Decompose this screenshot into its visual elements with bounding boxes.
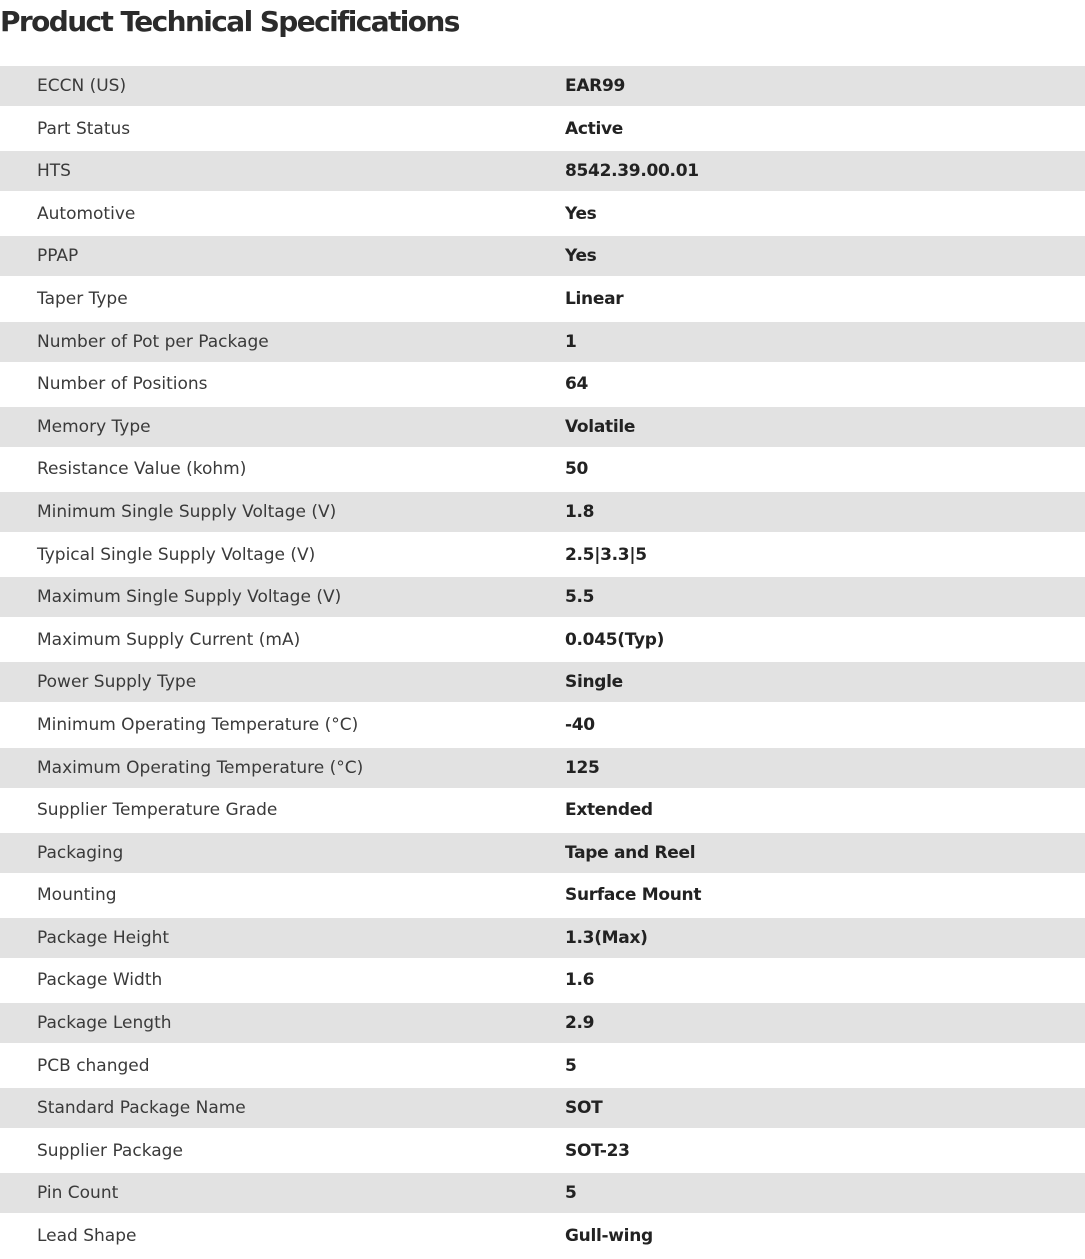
spec-label: Taper Type [37,288,128,309]
spec-label: Automotive [37,203,136,224]
spec-label: PCB changed [37,1055,150,1076]
spec-value: 5 [565,1055,577,1076]
spec-label: Maximum Supply Current (mA) [37,629,301,650]
spec-value: 50 [565,459,589,480]
spec-value: 1.6 [565,970,595,991]
spec-value: Surface Mount [565,885,702,906]
table-row [0,322,1085,365]
spec-label: Standard Package Name [37,1098,246,1119]
table-row [0,577,1085,620]
table-row [0,194,1085,237]
table-row [0,1088,1085,1131]
spec-label: Pin Count [37,1183,119,1204]
row-background [0,1173,1085,1213]
spec-value: 5 [565,1183,577,1204]
spec-value: 1.3(Max) [565,927,648,948]
table-row [0,279,1085,322]
spec-label: Supplier Package [37,1140,183,1161]
page-title: Product Technical Specifications [0,5,459,38]
table-row [0,236,1085,279]
table-row [0,833,1085,876]
table-row [0,960,1085,1003]
spec-label: Number of Pot per Package [37,331,269,352]
spec-value: 64 [565,374,589,395]
row-background [0,236,1085,276]
spec-label: Lead Shape [37,1226,137,1247]
table-row [0,151,1085,194]
spec-label: Resistance Value (kohm) [37,459,247,480]
spec-value: Extended [565,800,653,821]
row-background [0,151,1085,191]
table-row [0,875,1085,918]
spec-label: ECCN (US) [37,76,127,96]
row-background [0,66,1085,106]
spec-value: 1 [565,331,577,352]
spec-label: Supplier Temperature Grade [37,800,278,821]
table-row [0,407,1085,450]
spec-label: Minimum Operating Temperature (°C) [37,714,359,735]
table-row [0,66,1085,109]
spec-label: Packaging [37,842,124,863]
spec-value: Single [565,672,623,693]
spec-value: Yes [565,203,597,224]
spec-value: SOT [565,1098,603,1119]
spec-value: 5.5 [565,587,595,608]
table-row [0,790,1085,833]
spec-value: 2.5|3.3|5 [565,544,647,565]
spec-table [0,66,1085,1259]
spec-value: Gull-wing [565,1226,653,1247]
table-row [0,918,1085,961]
spec-value: EAR99 [565,76,626,96]
table-row [0,364,1085,407]
spec-value: 8542.39.00.01 [565,161,699,182]
spec-label: Memory Type [37,416,151,437]
table-row [0,748,1085,791]
spec-value: 2.9 [565,1013,595,1034]
spec-label: Package Length [37,1013,172,1034]
spec-label: Package Height [37,927,170,948]
spec-value: 125 [565,757,600,778]
table-row [0,449,1085,492]
spec-label: Mounting [37,885,117,906]
spec-label: Maximum Operating Temperature (°C) [37,757,364,778]
table-row [0,662,1085,705]
spec-value: 1.8 [565,501,595,522]
spec-value: Active [565,118,623,139]
table-row [0,1173,1085,1216]
spec-label: Power Supply Type [37,672,197,693]
spec-label: Part Status [37,118,131,139]
table-row [0,492,1085,535]
spec-value: SOT-23 [565,1140,630,1161]
spec-value: 0.045(Typ) [565,629,665,650]
spec-label: PPAP [37,246,79,267]
table-row [0,620,1085,663]
spec-label: Package Width [37,970,163,991]
table-row [0,1003,1085,1046]
spec-label: HTS [37,161,71,182]
spec-value: Linear [565,288,624,309]
spec-label: Typical Single Supply Voltage (V) [37,544,316,565]
table-row [0,109,1085,152]
table-row [0,1131,1085,1174]
spec-value: -40 [565,714,595,735]
row-background [0,407,1085,447]
spec-label: Minimum Single Supply Voltage (V) [37,501,337,522]
row-background [0,833,1085,873]
spec-value: Tape and Reel [565,842,696,863]
table-row [0,1216,1085,1259]
spec-value: Yes [565,246,597,267]
table-row [0,705,1085,748]
spec-label: Number of Positions [37,374,208,395]
spec-value: Volatile [565,416,636,437]
table-row [0,535,1085,578]
table-row [0,1046,1085,1089]
spec-label: Maximum Single Supply Voltage (V) [37,587,342,608]
